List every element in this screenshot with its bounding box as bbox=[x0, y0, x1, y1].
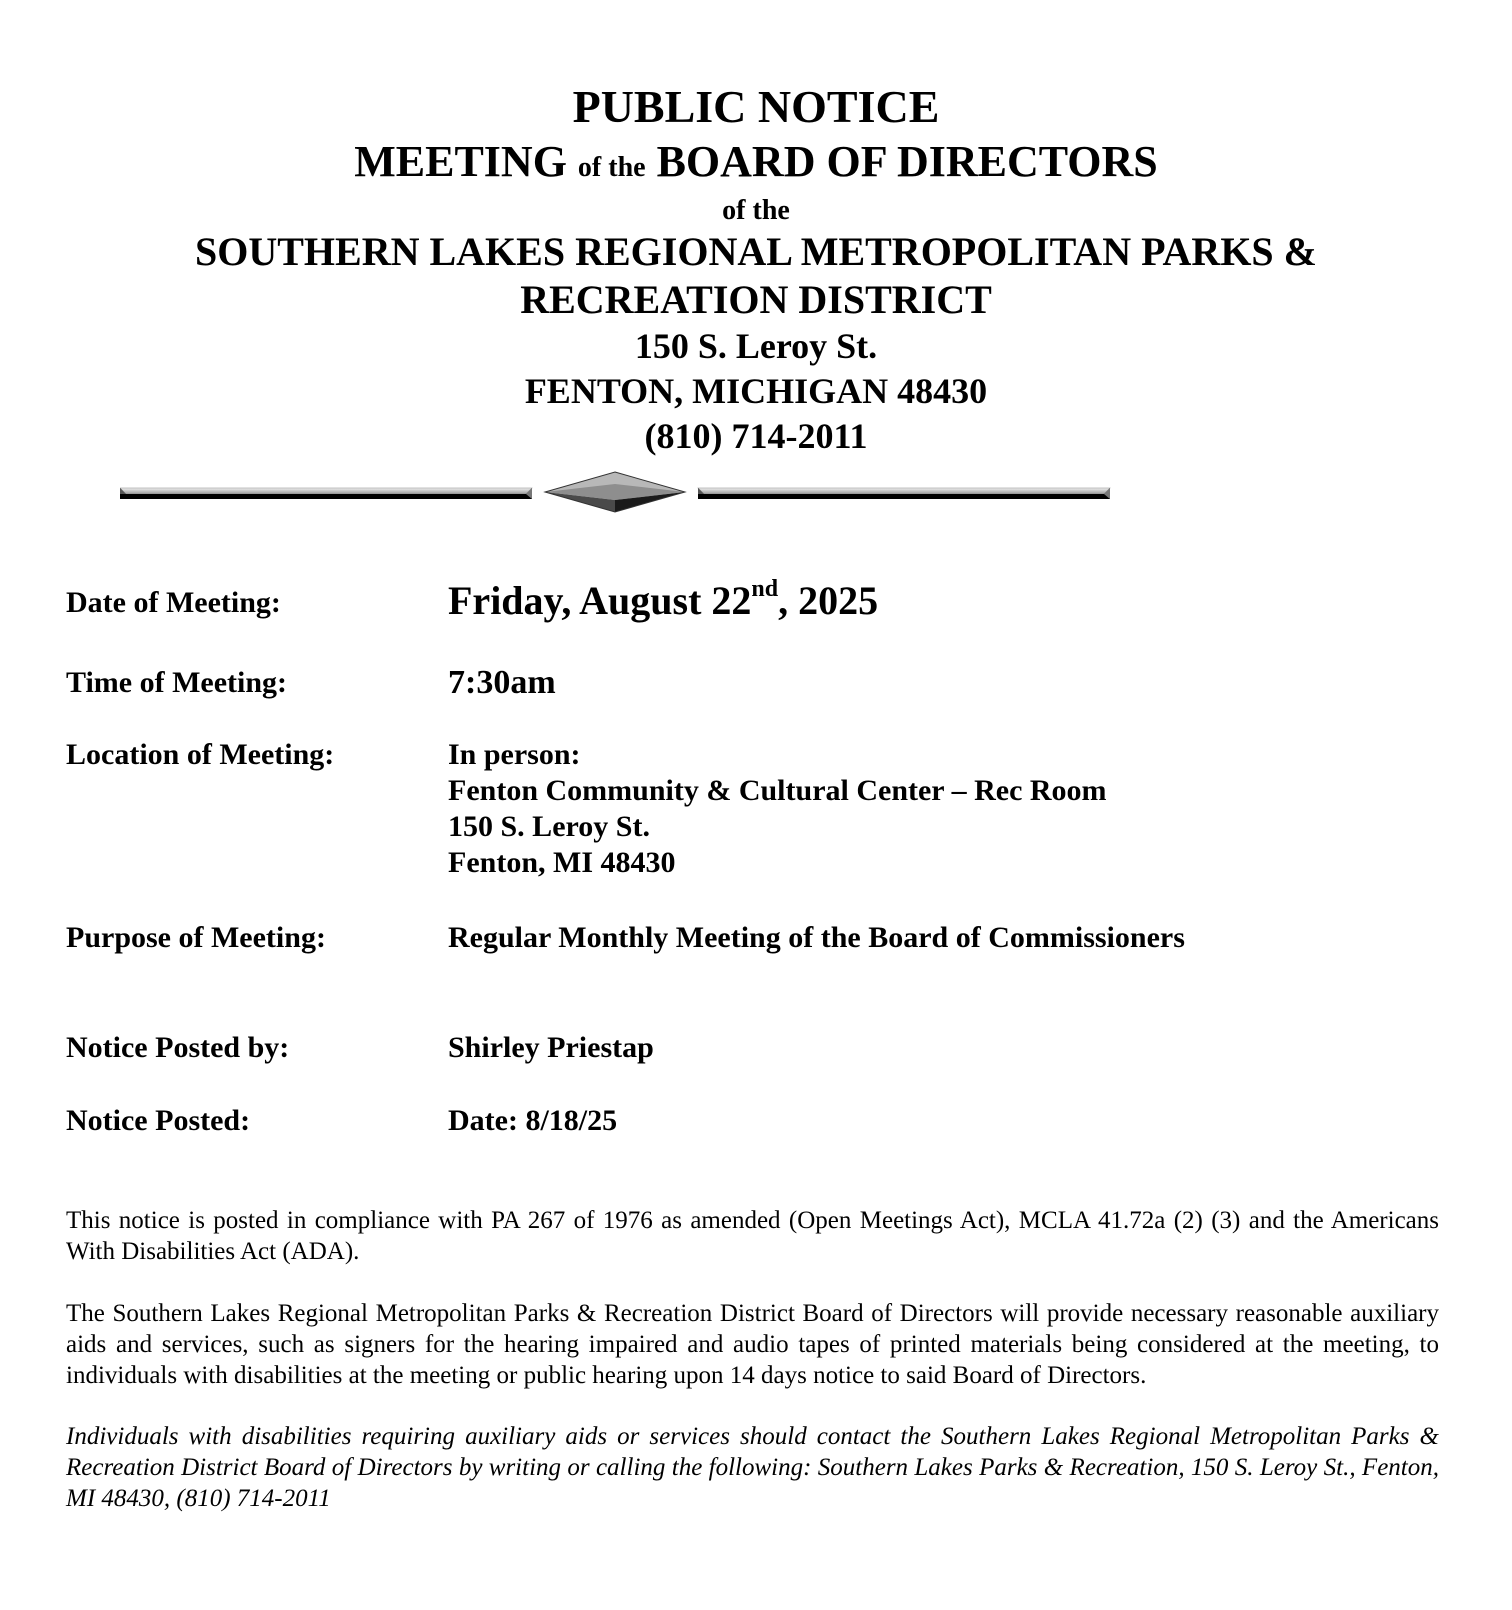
location-line-1: In person: bbox=[448, 738, 581, 771]
header-city: FENTON, MICHIGAN 48430 bbox=[524, 371, 988, 411]
purpose-label: Purpose of Meeting: bbox=[66, 921, 326, 954]
divider-left-bar bbox=[120, 488, 532, 499]
notice-header bbox=[0, 78, 1512, 459]
accommodations-paragraph: The Southern Lakes Regional Metropolitan Parks & Recreation District Board of Directors will provide necessary reasonable auxiliary aids and services, such as signers for the hearing impaired and audio tapes of printed materials being considered at the meeting, to individuals with disabilities at the meeting or public hearing upon 14 days notice to said Board of Directors. bbox=[66, 1300, 1439, 1389]
header-phone: (810) 714-2011 bbox=[644, 416, 868, 456]
contact-paragraph: Individuals with disabilities requiring auxiliary aids or services should contact the Southern Lakes Regional Metropolitan Parks & Recreation District Board of Directors by writing or calling the following: Southern Lakes Parks & Recreation, 150 S. Leroy St., Fenton, MI 48430, (810) 714-2011 bbox=[66, 1423, 1439, 1512]
date-value bbox=[448, 575, 879, 623]
posted-by-value: Shirley Priestap bbox=[448, 1031, 654, 1064]
district-name-line2: RECREATION DISTRICT bbox=[520, 277, 992, 322]
purpose-value: Regular Monthly Meeting of the Board of Commissioners bbox=[448, 921, 1185, 954]
of-the-small: of the bbox=[577, 152, 646, 183]
board-of-directors: BOARD OF DIRECTORS bbox=[656, 137, 1158, 186]
divider-right-bar bbox=[698, 488, 1110, 499]
meeting-heading bbox=[0, 136, 1512, 194]
meeting-word: MEETING bbox=[354, 137, 567, 186]
date-ordinal-suffix: nd bbox=[751, 575, 779, 602]
header-street: 150 S. Leroy St. bbox=[634, 326, 878, 366]
divider-diamond bbox=[545, 472, 685, 512]
date-value-main: Friday, August 22 bbox=[448, 578, 752, 623]
district-name-line1: SOUTHERN LAKES REGIONAL METROPOLITAN PARKS & bbox=[194, 229, 1317, 274]
posted-label: Notice Posted: bbox=[66, 1104, 251, 1137]
location-line-2: Fenton Community & Cultural Center – Rec Room bbox=[448, 774, 1107, 807]
location-line-3: 150 S. Leroy St. bbox=[448, 810, 650, 843]
compliance-paragraph: This notice is posted in compliance with PA 267 of 1976 as amended (Open Meetings Act), MCLA 41.72a (2) (3) and the Americans With Disabilities Act (ADA). bbox=[66, 1207, 1439, 1265]
location-line-4: Fenton, MI 48430 bbox=[448, 846, 676, 879]
ornamental-divider bbox=[120, 470, 1150, 520]
notice-title: PUBLIC NOTICE bbox=[572, 81, 940, 132]
time-value: 7:30am bbox=[448, 664, 556, 701]
time-label: Time of Meeting: bbox=[66, 666, 288, 699]
of-the-line: of the bbox=[722, 195, 790, 226]
posted-value: Date: 8/18/25 bbox=[448, 1104, 618, 1137]
date-label: Date of Meeting: bbox=[66, 586, 281, 619]
location-label: Location of Meeting: bbox=[66, 738, 335, 771]
date-value-year: , 2025 bbox=[778, 578, 879, 623]
posted-by-label: Notice Posted by: bbox=[66, 1031, 290, 1064]
